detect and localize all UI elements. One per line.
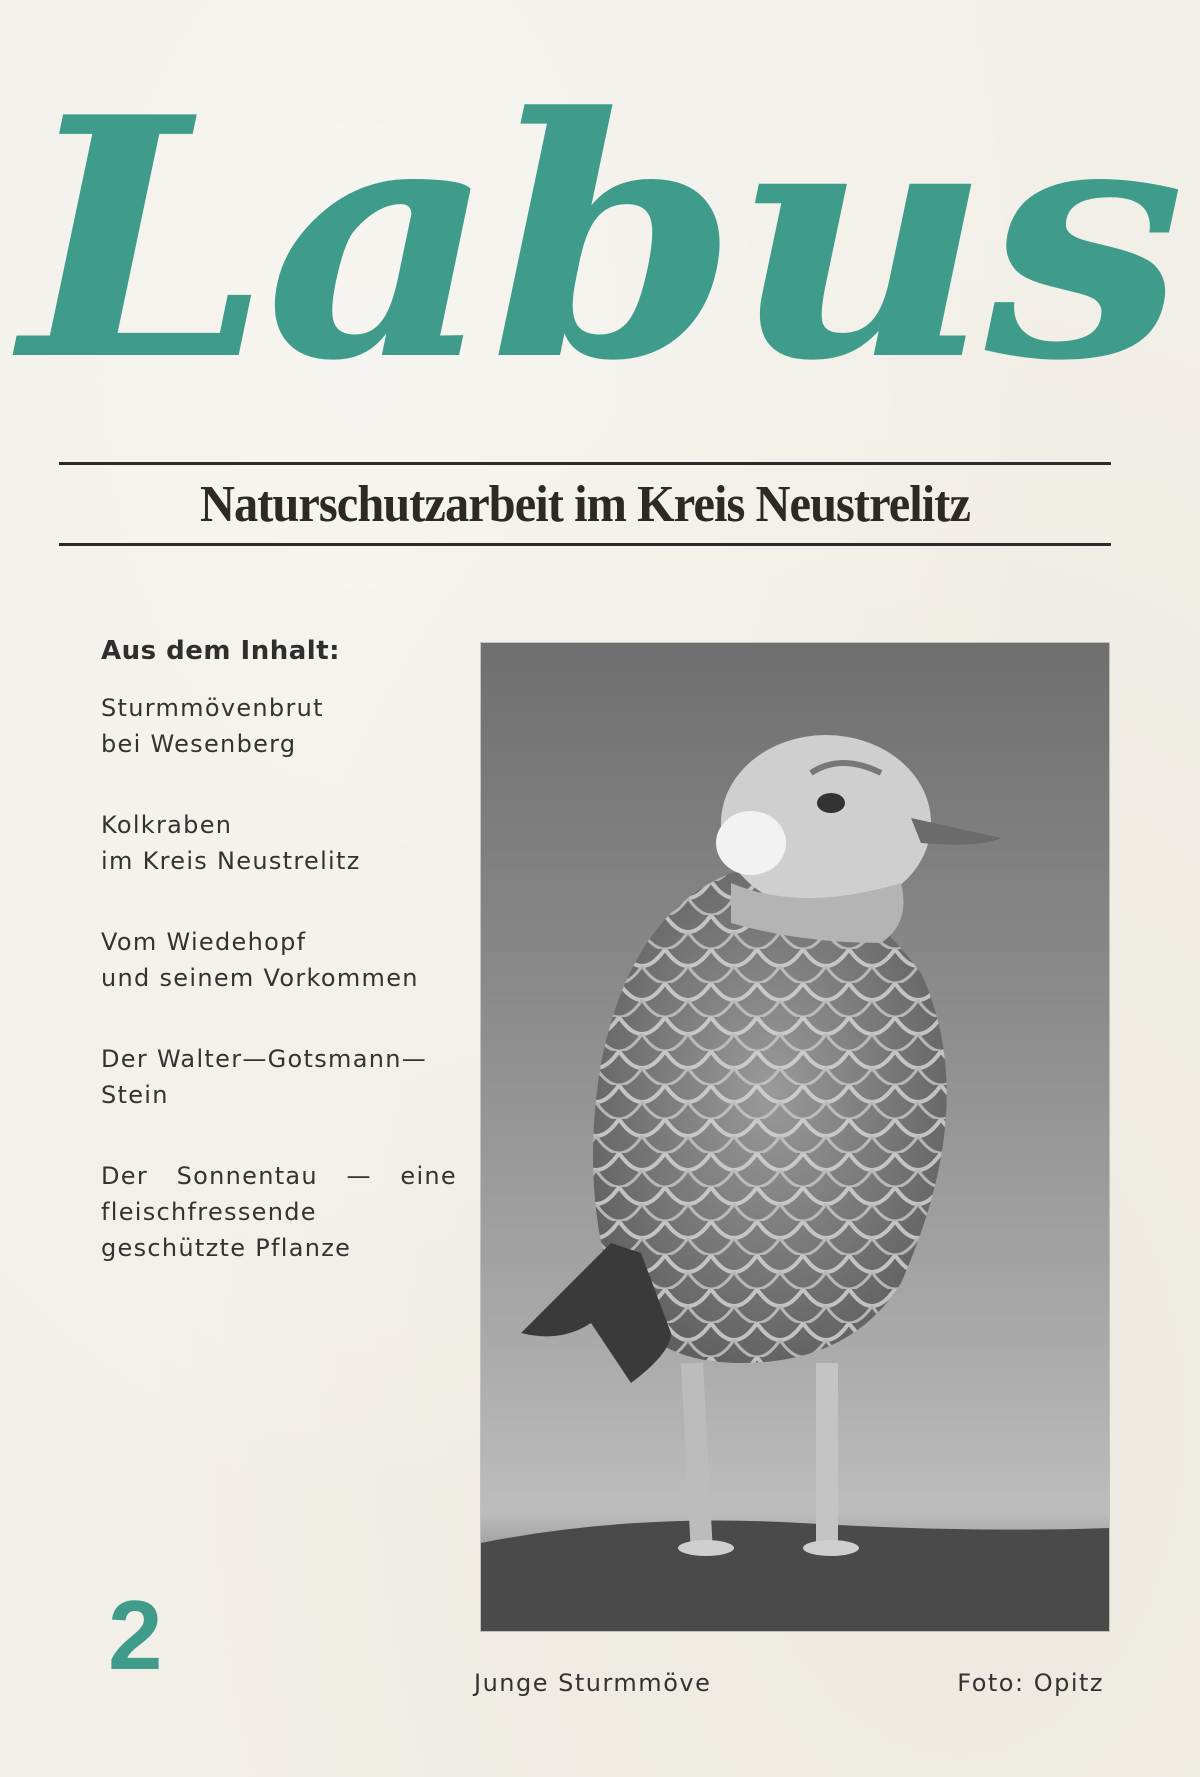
masthead-logo bbox=[0, 10, 1200, 410]
subtitle-rule-top bbox=[59, 462, 1111, 465]
subtitle: Naturschutzarbeit im Kreis Neustrelitz bbox=[199, 476, 971, 533]
gull-photo bbox=[481, 643, 1109, 1631]
toc-item: Vom Wiedehopf und seinem Vorkommen bbox=[101, 928, 419, 992]
toc-list bbox=[101, 690, 457, 1266]
toc-item: Der Sonnentau — eine fleischfressende geschützte Pflanze bbox=[101, 1162, 457, 1262]
toc-item: Kolkraben im Kreis Neustrelitz bbox=[101, 811, 361, 875]
table-of-contents bbox=[101, 634, 457, 1311]
photo-caption: Junge Sturmmöve bbox=[474, 1669, 712, 1697]
toc-item: Sturmmövenbrut bei Wesenberg bbox=[101, 694, 324, 758]
toc-heading: Aus dem Inhalt: bbox=[101, 636, 341, 666]
issue-number: 2 bbox=[108, 1580, 163, 1690]
masthead-title: Labus bbox=[20, 45, 1180, 410]
photo-credit: Foto: Opitz bbox=[957, 1669, 1104, 1697]
toc-item: Der Walter—Gotsmann— Stein bbox=[101, 1045, 428, 1109]
subtitle-rule-bottom bbox=[59, 543, 1111, 546]
